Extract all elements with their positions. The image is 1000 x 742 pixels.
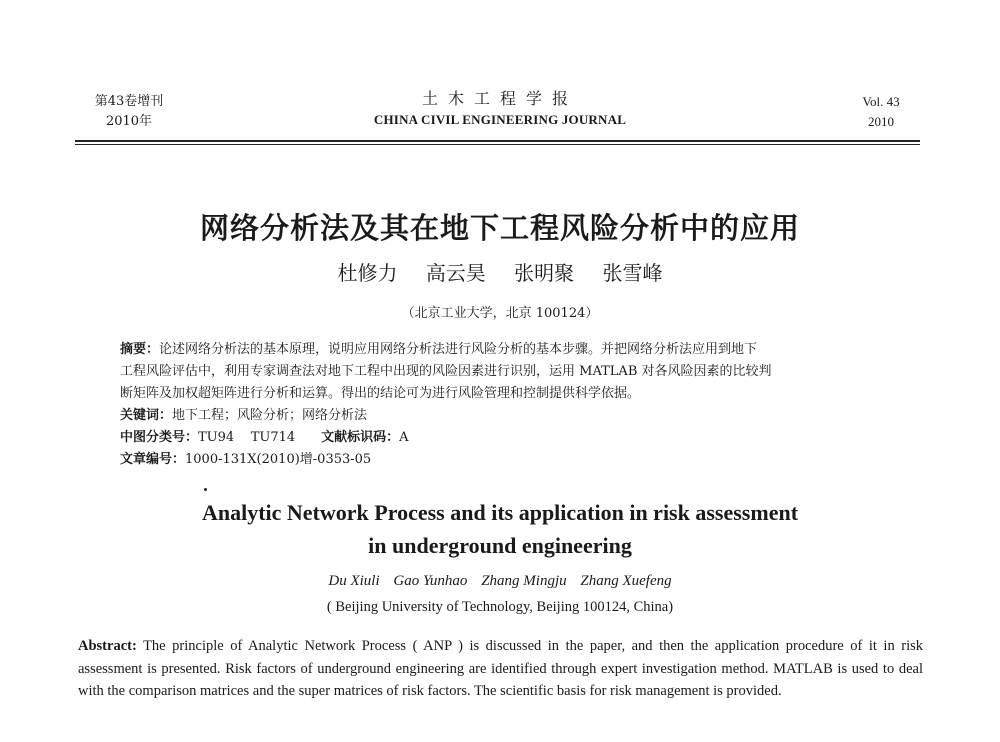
volume-number: Vol. 43 xyxy=(862,94,900,109)
volume-issue xyxy=(88,92,170,132)
abstract-cn-label: 摘要： xyxy=(120,342,160,357)
abstract-cn-line: 断矩阵及加权超矩阵进行分析和运算。得出的结论可为进行风险管理和控制提供科学依据。 xyxy=(120,386,641,401)
abstract-cn-text: 论述网络分析法的基本原理，说明应用网络分析法进行风险分析的基本步骤。并把网络分析法应用到地下 xyxy=(159,342,758,357)
article-number-value: 1000-131X(2010)增-0353-05 xyxy=(185,452,372,467)
article-number-label: 文章编号： xyxy=(120,452,186,467)
author-cn: 张雪峰 xyxy=(602,261,663,285)
authors-en xyxy=(0,573,1000,590)
author-cn: 张明聚 xyxy=(514,261,575,285)
stray-dot xyxy=(204,488,207,491)
clc-label: 中图分类号： xyxy=(120,430,199,445)
keywords-cn xyxy=(120,405,880,427)
author-cn: 杜修力 xyxy=(337,261,398,285)
keywords-label: 关键词： xyxy=(120,408,173,423)
abstract-en-text: The principle of Analytic Network Process ( ANP ) is discussed in the paper, and then the application procedure of it in risk assessment is presented. Risk factors of underground engineering are identified through expert investigation method. MATLAB is used to deal with the comparison matrices and the super matrices of risk factors. The scientific basis for risk management is provided. xyxy=(78,638,923,699)
volume-year: 2010 xyxy=(868,114,894,129)
author-en: Gao Yunhao xyxy=(393,573,468,589)
title-en-line1: Analytic Network Process and its application in risk assessment xyxy=(201,500,799,525)
volume-en xyxy=(855,92,907,132)
author-en: Zhang Xuefeng xyxy=(580,573,672,589)
abstract-cn-block xyxy=(120,339,880,471)
affiliation-cn: （北京工业大学，北京 100124） xyxy=(401,306,599,321)
header-rule-top xyxy=(75,140,920,142)
year-label: 2010年 xyxy=(105,114,153,129)
doc-code-value: A xyxy=(399,430,409,445)
abstract-en xyxy=(78,635,923,703)
volume-label: 第43卷增刊 xyxy=(94,94,164,109)
authors-cn xyxy=(0,257,1000,286)
title-en-line2: in underground engineering xyxy=(368,533,632,558)
keywords-value: 地下工程；风险分析；网络分析法 xyxy=(172,408,368,423)
author-en: Du Xiuli xyxy=(328,573,380,589)
journal-name-cn: 土木工程学报 xyxy=(421,89,578,108)
journal-name-en: CHINA CIVIL ENGINEERING JOURNAL xyxy=(373,112,627,127)
paper-title-en xyxy=(0,496,1000,562)
journal-header xyxy=(330,88,670,130)
author-cn: 高云昊 xyxy=(425,261,486,285)
author-en: Zhang Mingju xyxy=(481,573,567,589)
paper-title-cn: 网络分析法及其在地下工程风险分析中的应用 xyxy=(199,211,800,245)
clc-value: TU94 TU714 xyxy=(198,430,296,445)
affiliation-en: ( Beijing University of Technology, Beijing 100124, China) xyxy=(326,599,674,615)
abstract-cn-line: 工程风险评估中，利用专家调查法对地下工程中出现的风险因素进行识别，运用 MATLAB 对各风险因素的比较判 xyxy=(120,364,772,379)
classification xyxy=(120,427,880,449)
abstract-cn-line xyxy=(120,339,880,361)
abstract-en-label: Abstract: xyxy=(78,638,137,654)
article-number xyxy=(120,449,880,471)
header-rule-bottom xyxy=(75,144,920,145)
doc-code-label: 文献标识码： xyxy=(321,430,400,445)
